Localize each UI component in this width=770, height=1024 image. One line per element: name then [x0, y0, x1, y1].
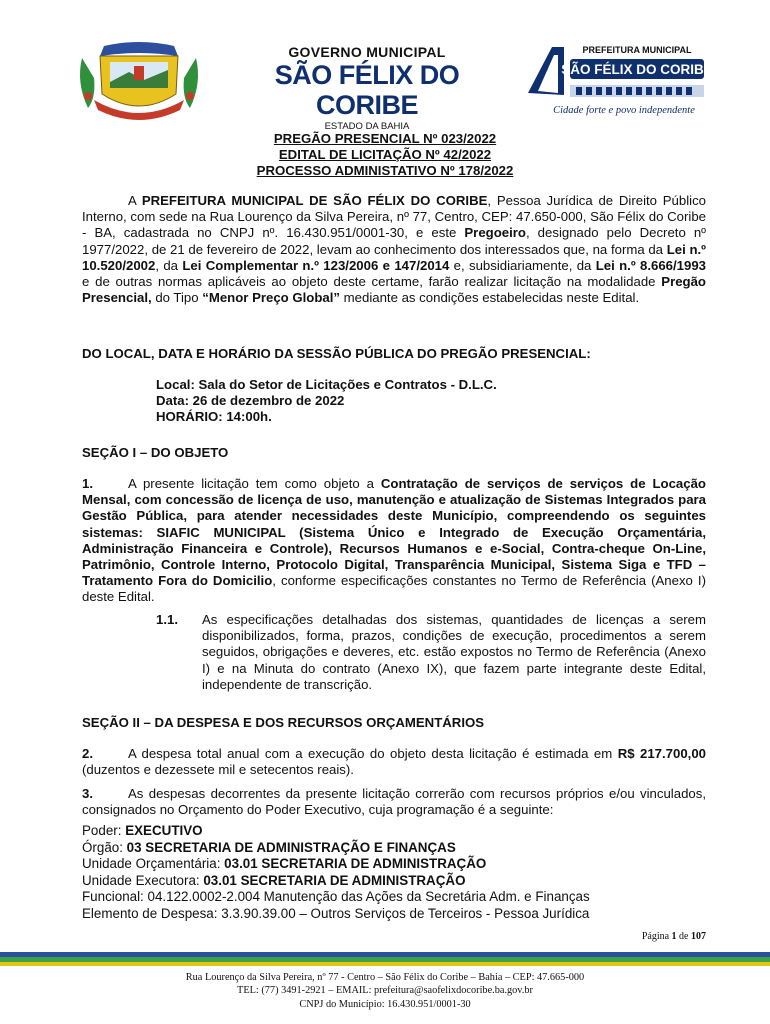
budget-unidade-orcamentaria: [82, 856, 722, 873]
intro-bold: Lei Complementar n.º 123/2006 e 147/2014: [182, 257, 450, 273]
pm-line-1: PREFEITURA MUNICIPAL: [582, 45, 692, 55]
budget-label: Órgão:: [82, 839, 127, 855]
budget-orgao: [82, 840, 722, 857]
budget-unidade-executora: [82, 873, 722, 890]
gov-line-1: GOVERNO MUNICIPAL: [288, 44, 446, 60]
clause-text: As especificações detalhadas dos sistemas, quantidades de licenças a serem disponibilizados, forma, prazos, condições de execução, procedimentos a serem seguidos, obrigações e deveres, etc. estão expostos no Termo de Referência (Anexo I) e na Minuta do contrato (Anexo IX), que fazem parte integrante deste Edital, independente de transcrição.: [202, 612, 706, 692]
intro-text: e de outras normas aplicáveis ao objeto deste certame, farão realizar licitação na modalidade: [82, 274, 662, 290]
clause-text: A presente licitação tem como objeto a: [128, 476, 381, 491]
page-of: de: [676, 931, 691, 942]
budget-value: 03.01 SECRETARIA DE ADMINISTRAÇÃO: [203, 872, 466, 888]
session-date: Data: 26 de dezembro de 2022: [156, 393, 345, 408]
footer-line-3: CNPJ do Município: 16.430.951/0001-30: [299, 998, 471, 1010]
clause-bold: R$ 217.700,00: [617, 746, 706, 761]
page-label: Página: [641, 931, 672, 942]
intro-paragraph: [82, 193, 706, 306]
clause-text: (duzentos e dezessete mil e setecentos reais).: [82, 762, 354, 778]
intro-bold: PREFEITURA MUNICIPAL DE SÃO FÉLIX DO CORIBE: [141, 193, 488, 208]
intro-text: mediante as condições estabelecidas neste Edital.: [340, 290, 640, 306]
budget-poder: [82, 823, 722, 840]
budget-label: Unidade Orçamentária:: [82, 856, 225, 872]
intro-text: , Pessoa Jurídica de Direito Público Interno, com sede na Rua Lourenço da Silva Pereira, nº 77, Centro, CEP: 47.650-000, São Félix do Coribe - BA, cadastrada no CNPJ nº. 16.430.951/0001-30, e este: [82, 193, 706, 241]
clause-bold: Contratação de serviços de serviços de Locação Mensal, com concessão de licença de uso, manutenção e atualização de Sistemas Integrados para Gestão Pública, para atender necessidades deste Município, compreendendo os seguintes sistemas: SIAFIC MUNICIPAL (Sistema Único e Integrado de Execução Orçamentária, Administração Financeira e Controle), Recursos Humanos e e-Social, Contra-cheque On-Line, Patrimônio, Controle Interno, Protocolo Digital, Transparência Municipal, Sistema Siga e TFD – Tratamento Fora do Domicilio: [82, 476, 706, 589]
page-current: 1: [671, 931, 677, 942]
budget-value: 03 SECRETARIA DE ADMINISTRAÇÃO E FINANÇAS: [126, 839, 456, 855]
intro-text: do Tipo: [151, 290, 203, 306]
budget-funcional: Funcional: 04.122.0002-2.004 Manutenção das Ações da Secretária Adm. e Finanças: [82, 889, 590, 905]
local-heading: DO LOCAL, DATA E HORÁRIO DA SESSÃO PÚBLICA DO PREGÃO PRESENCIAL:: [82, 346, 591, 361]
budget-value: EXECUTIVO: [125, 823, 203, 838]
clause-1-1: [156, 612, 706, 693]
footer-address: [0, 971, 770, 1011]
intro-bold: Lei n.º 10.520/2002: [82, 241, 706, 273]
clause-number: 2.: [82, 746, 93, 761]
intro-text: , designado pelo Decreto nº 1977/2022, de 21 de fevereiro de 2022, levam ao conhecimento dos interessados que, na forma da: [82, 225, 706, 257]
footer-stripe-yellow: [0, 962, 770, 966]
intro-text: A: [128, 193, 142, 208]
intro-bold: “Menor Preço Global”: [202, 290, 341, 306]
page-total: 107: [691, 931, 706, 942]
budget-elemento: Elemento de Despesa: 3.3.90.39.00 – Outros Serviços de Terceiros - Pessoa Jurídica: [82, 905, 590, 921]
budget-value: 03.01 SECRETARIA DE ADMINISTRAÇÃO: [224, 856, 487, 872]
intro-bold: Lei n.º 8.666/1993: [595, 257, 706, 273]
intro-text: , da: [155, 257, 183, 273]
clause-text: As despesas decorrentes da presente licitação correrão com recursos próprios e/ou vinculados, consignados no Orçamento do Poder Executivo, cuja programação é a seguinte:: [82, 786, 706, 818]
intro-bold: Pregão Presencial,: [82, 274, 706, 306]
pm-line-2: SÃO FÉLIX DO CORIBE: [561, 62, 713, 77]
clause-number: 3.: [82, 786, 93, 801]
title-pregao: PREGÃO PRESENCIAL Nº 023/2022: [273, 131, 497, 146]
clause-2: [82, 746, 706, 778]
intro-text: e, subsidiariamente, da: [449, 257, 596, 273]
budget-label: Poder:: [82, 823, 126, 838]
clause-number: 1.1.: [156, 612, 178, 627]
clause-text: , conforme especificações constantes no Termo de Referência (Anexo I) deste Edital.: [82, 573, 706, 605]
clause-number: 1.: [82, 476, 93, 491]
intro-bold: Pregoeiro: [464, 225, 526, 241]
pm-slogan: Cidade forte e povo independente: [553, 105, 695, 116]
clause-3: [82, 786, 706, 818]
budget-allocation: [82, 823, 722, 923]
prefeitura-logo: [524, 33, 714, 121]
footer-line-1: Rua Lourenço da Silva Pereira, nº 77 - Centro – São Félix do Coribe – Bahia – CEP: 47.665-000: [185, 972, 585, 983]
budget-label: Unidade Executora:: [82, 872, 204, 888]
title-processo: PROCESSO ADMINISTATIVO Nº 178/2022: [256, 163, 514, 178]
clause-text: A despesa total anual com a execução do objeto desta licitação é estimada em: [128, 746, 618, 761]
clause-1: [82, 476, 706, 606]
section-2-heading: SEÇÃO II – DA DESPESA E DOS RECURSOS ORÇAMENTÁRIOS: [82, 715, 485, 730]
gov-line-3: ESTADO DA BAHIA: [324, 121, 410, 132]
section-1-heading: SEÇÃO I – DO OBJETO: [82, 445, 229, 460]
session-time: HORÁRIO: 14:00h.: [156, 409, 272, 424]
session-details: [156, 377, 497, 425]
session-local: Local: Sala do Setor de Licitações e Contratos - D.L.C.: [156, 377, 497, 392]
footer-line-2: TEL: (77) 3491-2921 – EMAIL: prefeitura@saofelixdocoribe.ba.gov.br: [237, 985, 533, 997]
page-number: [642, 931, 706, 942]
title-edital: EDITAL DE LICITAÇÃO Nº 42/2022: [278, 147, 492, 162]
municipal-seal-icon: [74, 38, 204, 124]
edital-titles: [0, 131, 770, 179]
gov-line-2: SÃO FÉLIX DO CORIBE: [274, 60, 460, 120]
government-header: [236, 44, 498, 132]
